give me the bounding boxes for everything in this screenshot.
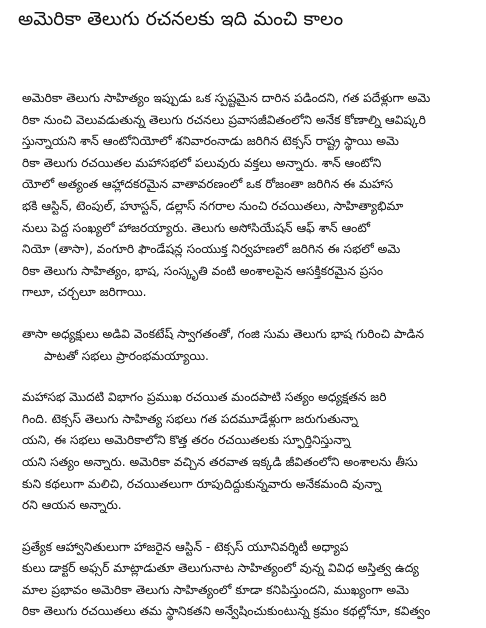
text-line: యని సత్యం అన్నారు. అమెరికా వచ్చిన తరవాత ఇక్కడి జీవితంలోని అంశాలను తీసు <box>22 454 418 469</box>
text-line: నియో (తాసా), వంగూరి ఫౌండేషన్ల సంయుక్త నిర్వహణలో జరిగిన ఈ సభలో అమె <box>22 242 401 257</box>
text-line: గాలూ, చర్చలూ జరిగాయి. <box>22 285 147 300</box>
article-body <box>22 88 484 623</box>
text-line: మాల ప్రభావం అమెరికా తెలుగు సాహిత్యంలో కూడా కనిపిస్తుందని, ముఖ్యంగా అమె <box>22 582 410 597</box>
text-line: రికా తెలుగు సాహిత్యం, భాష, సంస్కృతి వంటి అంశాలపైన ఆసక్తికరమైన ప్రసం <box>22 263 384 278</box>
paragraph-4 <box>22 537 484 623</box>
paragraph-1 <box>22 88 484 304</box>
text-line: మహాసభ మొదటి విభాగం ప్రముఖ రచయిత మందపాటి సత్యం అధ్యక్షతన జరి <box>22 390 387 405</box>
paragraph-2 <box>22 324 484 367</box>
text-line: నులు పెద్ద సంఖ్యలో హాజరయ్యారు. తెలుగు అసోసియేషన్ ఆఫ్ శాన్ ఆంటో <box>22 220 371 235</box>
text-line: భకి ఆస్టిన్, టెంపుల్, హూస్టన్, డల్లాస్ నగరాల నుంచి రచయితలు, సాహిత్యాభిమా <box>22 198 404 213</box>
text-line: రని ఆయన అన్నారు. <box>22 498 122 513</box>
text-line: కుని కథలుగా మలిచి, రచయితలుగా రూపుదిద్దుకున్నవారు అనేకమంది వున్నా <box>22 476 382 491</box>
text-line: కులు డాక్టర్ అఫ్సర్ మాట్లాడుతూ తెలుగునాట సాహిత్యంలో వున్న వివిధ అస్తిత్వ ఉద్య <box>22 561 419 576</box>
text-line: యని, ఈ సభలు అమెరికాలోని కొత్త తరం రచయితలకు స్ఫూర్తినిస్తున్నా <box>22 433 351 448</box>
text-line: ప్రత్యేక ఆహ్వానితులుగా హాజరైన ఆస్టిన్ - టెక్సస్ యూనివర్శిటీ అధ్యాప <box>22 539 349 554</box>
text-line: తాసా అధ్యక్షులు అడివి వెంకటేష్ స్వాగతంతో, గంజి సుమ తెలుగు భాష గురించి పాడిన <box>22 326 425 341</box>
text-line: రికా నుంచి వెలువడుతున్న తెలుగు రచనలు ప్రవాసజీవితంలోని అనేక కోణాల్ని ఆవిష్కరి <box>22 112 426 127</box>
text-line: అమెరికా తెలుగు సాహిత్యం ఇప్పుడు ఒక స్పష్టమైన దారిన పడిందని, గత పదేళ్లుగా అమె <box>22 91 431 105</box>
text-line: పాటతో సభలు ప్రారంభమయ్యాయి. <box>44 348 209 363</box>
text-line: రికా తెలుగు రచయితలు తమ స్థానికతని అన్వేషించుకుంటున్న క్రమం కథల్లోనూ, కవిత్వం <box>22 604 431 619</box>
article-title: అమెరికా తెలుగు రచనలకు ఇది మంచి కాలం <box>18 8 344 30</box>
text-line: యోలో అత్యంత ఆహ్లాదకరమైన వాతావరణంలో ఒక రోజంతా జరిగిన ఈ మహాస <box>22 177 394 192</box>
text-line: గింది. టెక్సస్ తెలుగు సాహిత్య సభలు గత పదమూడేళ్లుగా జరుగుతున్నా <box>22 411 358 426</box>
text-line: రికా తెలుగు రచయితల మహాసభలో పలువురు వక్తలు అన్నారు. శాన్ ఆంటోని <box>22 155 382 170</box>
text-line: స్తున్నాయని శాన్ ఆంటోనియోలో శనివారంనాడు జరిగిన టెక్సస్ రాష్ట్ర స్థాయి అమె <box>22 134 399 149</box>
paragraph-3 <box>22 387 484 517</box>
